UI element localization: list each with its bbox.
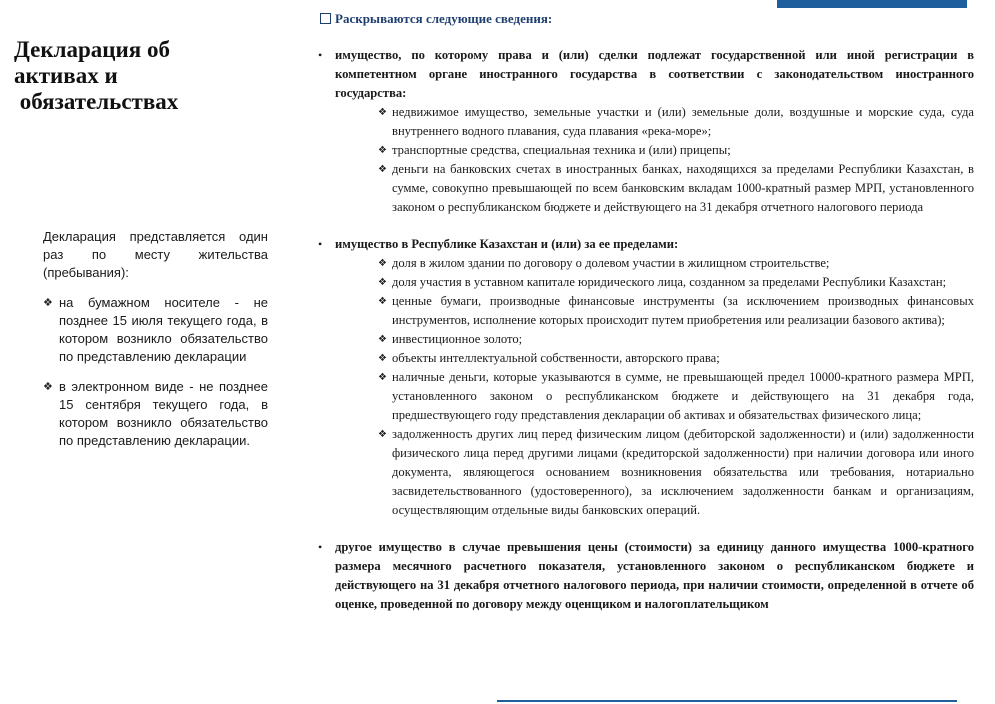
left-item-text: в электронном виде - не позднее 15 сентября текущего года, в котором возникло обязательство по представлению декларации. [59,379,268,448]
list-item-text: доля участия в уставном капитале юридического лица, созданном за пределами Республики Казахстан; [392,275,947,289]
bullet-icon: • [318,237,323,251]
section-title: имущество в Республике Казахстан и (или) за ее пределами: [335,237,679,251]
list-item-text: наличные деньги, которые указываются в сумме, не превышающей предел 10000-кратного размера МРП, установленного законом о республиканском бюджете и действующего на 31 декабря года, предшествующего году представления декларации об активах и обязательствах физического лица; [392,370,974,422]
section [318,46,974,217]
right-header [320,11,552,27]
section-title: другое имущество в случае превышения цены (стоимости) за единицу данного имущества 1000-кратного размера месячного расчетного показателя, установленного законом о республиканском бюджете и действующего на 31 декабря отчетного налогового периода, при наличии стоимости, определенной в отчете об оценке, проведенной по договору между оценщиком и налогоплательщиком [335,540,974,611]
left-intro: Декларация представляется один раз по месту жительства (пребывания): [43,229,268,280]
diamond-bullet-icon: ❖ [378,353,387,364]
list-item-text: ценные бумаги, производные финансовые инструменты (за исключением производных финансовых инструментов, исполнение которых происходит путем приобретения или реализации базового актива); [392,294,974,327]
list-item-text: деньги на банковских счетах в иностранных банках, находящихся за пределами Республики Казахстан, в сумме, совокупно превышающей по всем банковским вкладам 1000-кратный размер МРП, установленного законом о республиканском бюджете и действующего на 31 декабря отчетного налогового периода [392,162,974,214]
list-item [378,273,974,292]
diamond-bullet-icon: ❖ [378,334,387,345]
left-panel [43,228,268,462]
left-list [43,294,268,450]
list-item [378,425,974,520]
list-item [378,330,974,349]
list-item-text: недвижимое имущество, земельные участки и (или) земельные доли, воздушные и морские суда, суда внутреннего водного плавания, суда плавания «река-море»; [392,105,974,138]
diamond-bullet-icon: ❖ [378,372,387,383]
list-item [378,103,974,141]
bullet-icon: • [318,540,323,554]
section-title: имущество, по которому права и (или) сделки подлежат государственной или иной регистрации в компетентном органе иностранного государства в соответствии с законодательством иностранного государства: [335,48,974,100]
diamond-bullet-icon: ❖ [378,296,387,307]
diamond-bullet-icon: ❖ [378,107,387,118]
diamond-bullet-icon: ❖ [43,380,53,393]
diamond-bullet-icon: ❖ [378,277,387,288]
diamond-bullet-icon: ❖ [378,258,387,269]
list-item-text: объекты интеллектуальной собственности, авторского права; [392,351,720,365]
diamond-bullet-icon: ❖ [378,145,387,156]
bottom-accent-line [497,700,957,702]
list-item [378,349,974,368]
right-header-text: Раскрываются следующие сведения: [335,11,553,26]
right-panel [318,46,974,628]
section [318,235,974,520]
list-item-text: инвестиционное золото; [392,332,523,346]
diamond-bullet-icon: ❖ [378,429,387,440]
checkbox-icon [320,13,331,24]
list-item [378,141,974,160]
diamond-bullet-icon: ❖ [378,164,387,175]
section [318,538,974,614]
list-item-text: доля в жилом здании по договору о долевом участии в жилищном строительстве; [392,256,830,270]
list-item [378,160,974,217]
bullet-icon: • [318,48,323,62]
list-item [378,254,974,273]
diamond-bullet-icon: ❖ [43,296,53,309]
list-item-text: задолженность других лиц перед физическим лицом (дебиторской задолженности) и (или) задолженности физического лица перед другими лицами (кредиторской задолженности) при наличии договора или иного документа, являющегося основанием возникновения обязательства или требования, нотариально засвидетельствованного (удостоверенного), за исключением задолженности банкам и организациям, осуществляющим отдельные виды банковских операций. [392,427,974,517]
section-items [335,103,974,217]
page-title: Декларация об активах и обязательствах [14,37,179,114]
left-list-item [43,378,268,450]
section-items [335,254,974,520]
list-item [378,368,974,425]
list-item [378,292,974,330]
left-item-text: на бумажном носителе - не позднее 15 июля текущего года, в котором возникло обязательство по представлению декларации [59,295,268,364]
list-item-text: транспортные средства, специальная техника и (или) прицепы; [392,143,731,157]
top-accent-bar [777,0,967,8]
left-list-item [43,294,268,366]
